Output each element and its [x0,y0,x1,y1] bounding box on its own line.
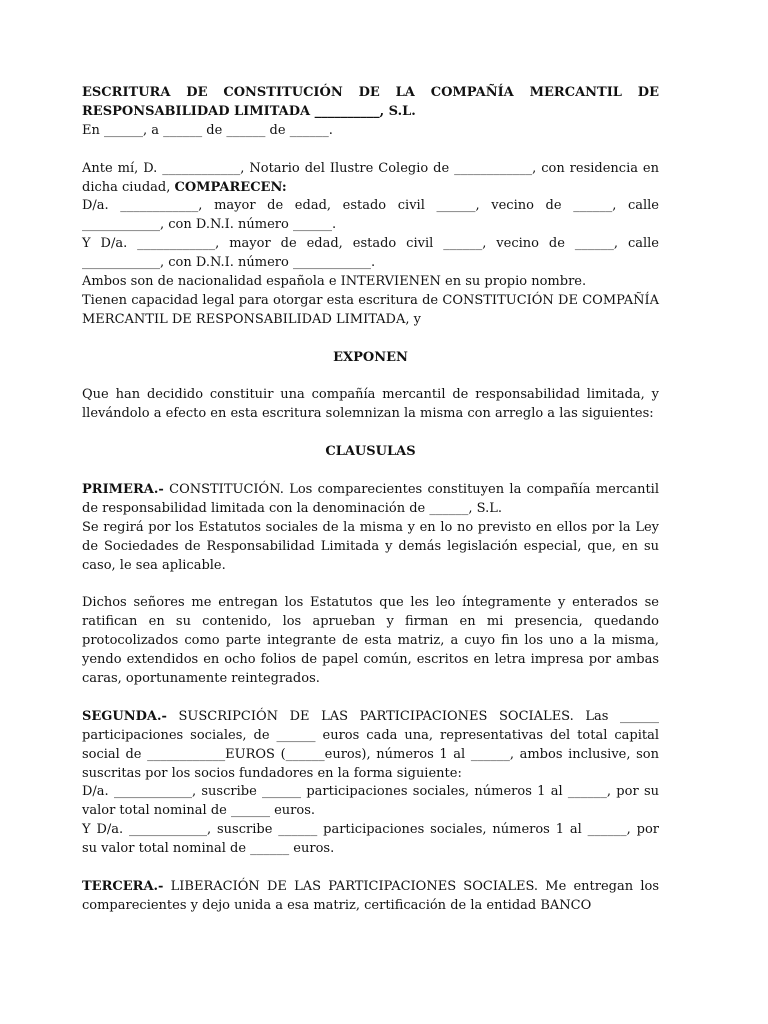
spacer [82,462,659,481]
comparecen-label: COMPARECEN: [174,179,287,195]
clausulas-heading: CLAUSULAS [325,444,416,460]
spacer [82,368,659,387]
primera-text: CONSTITUCIÓN. Los comparecientes constituyen la compañía mercantil de responsabilidad limitada con la denominación de ______, S.L. [82,481,659,516]
capacity-text: Tienen capacidad legal para otorgar esta escritura de CONSTITUCIÓN DE COMPAÑÍA MERCANTIL DE RESPONSABILIDAD LIMITADA, y [82,292,659,327]
exponen-heading: EXPONEN [333,349,408,365]
document-title: ESCRITURA DE CONSTITUCIÓN DE LA COMPAÑÍA MERCANTIL DE RESPONSABILIDAD LIMITADA __________, S.L. [82,85,659,119]
clause-tercera [82,878,659,916]
clause-primera [82,481,659,519]
spacer [82,141,659,160]
party-2: Y D/a. ____________, mayor de edad, estado civil ______, vecino de ______, calle ____________, con D.N.I. número ____________. [82,236,659,271]
estatutos-text: Dichos señores me entregan los Estatutos que les leo íntegramente y enterados se ratifican en su contenido, los aprueban y firman en mi presencia, quedando protocolizados como parte integrante de esta matriz, a cuyo fin los uno a la misma, yendo extendidos en ocho folios de papel común, escritos en letra impresa por ambas caras, oportunamente reintegrados. [82,595,659,686]
primera-text-2: Se regirá por los Estatutos sociales de la misma y en lo no previsto en ellos por la Ley de Sociedades de Responsabilidad Limitada y demás legislación especial, que, en su caso, le sea aplicable. [82,519,659,573]
place-date: En ______, a ______ de ______ de ______. [82,122,333,138]
document-page [82,84,659,916]
spacer [82,575,659,594]
exponen-text: Que han decidido constituir una compañía mercantil de responsabilidad limitada, y llevándolo a efecto en esta escritura solemnizan la misma con arreglo a las siguientes: [82,387,659,422]
segunda-party-2: Y D/a. ____________, suscribe ______ participaciones sociales, números 1 al ______, por su valor total nominal de ______ euros. [82,822,659,857]
spacer [82,859,659,878]
segunda-party-1: D/a. ____________, suscribe ______ participaciones sociales, números 1 al ______, por su valor total nominal de ______ euros. [82,784,659,819]
spacer [82,330,659,349]
segunda-label: SEGUNDA.- [82,708,167,724]
primera-label: PRIMERA.- [82,481,164,497]
tercera-label: TERCERA.- [82,878,164,894]
clause-segunda [82,708,659,784]
intro-paragraph [82,160,659,198]
party-1: D/a. ____________, mayor de edad, estado civil ______, vecino de ______, calle ____________, con D.N.I. número ______. [82,198,659,233]
tercera-text: LIBERACIÓN DE LAS PARTICIPACIONES SOCIALES. Me entregan los comparecientes y dejo unida a esa matriz, certificación de la entidad BANCO [82,878,659,913]
spacer [82,689,659,708]
nationality-text: Ambos son de nacionalidad española e INTERVIENEN en su propio nombre. [82,274,587,290]
segunda-text: SUSCRIPCIÓN DE LAS PARTICIPACIONES SOCIALES. Las ______ participaciones sociales, de ______ euros cada una, representativas del total capital social de ____________EUROS (______euros), números 1 al ______, ambos inclusive, son suscritas por los socios fundadores en la forma siguiente: [82,708,659,781]
intro-text: Ante mí, D. ____________, Notario del Ilustre Colegio de ____________, con residencia en dicha ciudad, [82,160,659,195]
spacer [82,424,659,443]
